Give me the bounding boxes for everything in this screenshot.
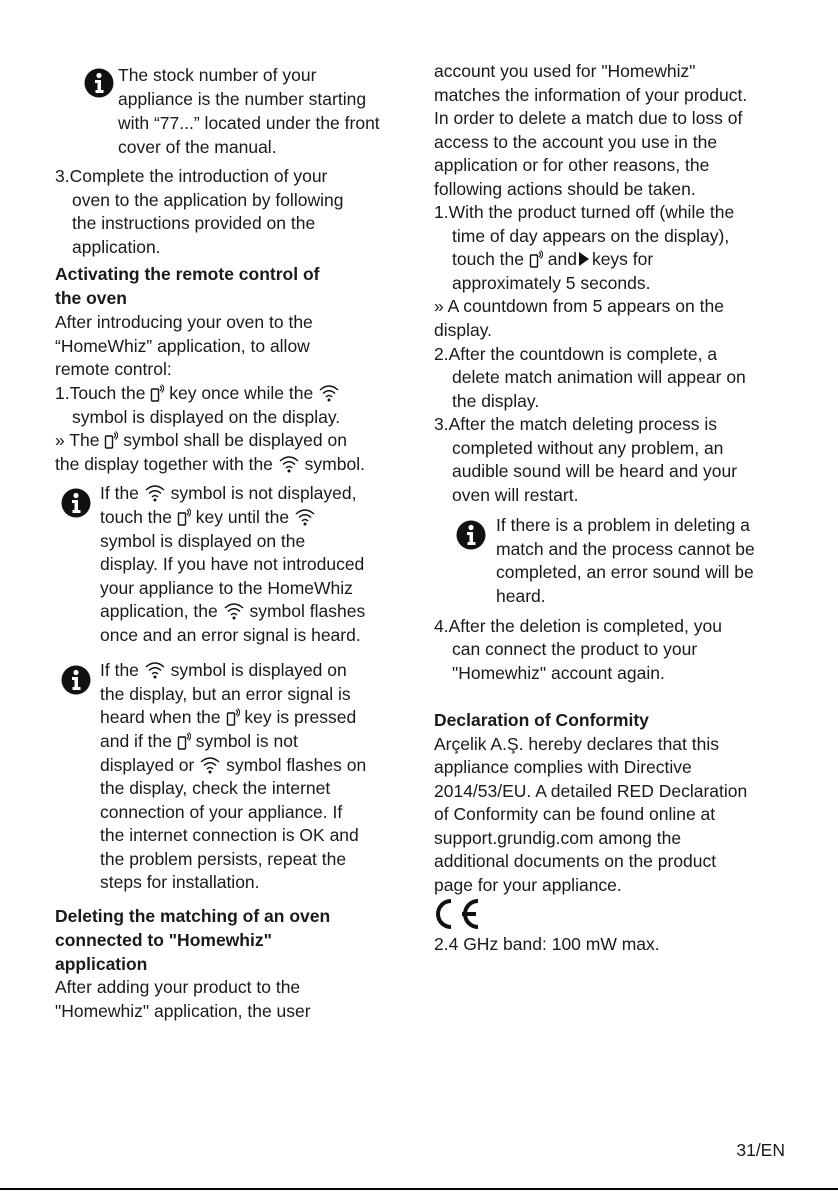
text: the display together with the — [55, 454, 273, 474]
text-line: 1.With the product turned off (while the — [434, 202, 735, 222]
text-line: application or for other reasons, the — [434, 155, 710, 175]
heading-deleting-matching-cont: application — [55, 954, 148, 974]
info-icon — [456, 520, 486, 550]
remote-control-icon — [177, 508, 191, 526]
text-line: completed without any problem, an — [452, 438, 724, 458]
text-line — [100, 506, 316, 530]
text-line: account you used for "Homewhiz" — [434, 61, 696, 81]
text-line: After adding your product to the — [55, 977, 301, 997]
text-line: completed, an error sound will be — [496, 562, 754, 582]
text-line: of Conformity can be found online at — [434, 804, 716, 824]
text-line: heard. — [496, 586, 546, 606]
text: touch the — [452, 249, 524, 269]
heading-declaration-of-conformity: Declaration of Conformity — [434, 710, 649, 730]
text-line — [100, 754, 366, 778]
text-line: After introducing your oven to the — [55, 312, 313, 332]
wifi-icon — [144, 484, 166, 502]
text: symbol flashes on — [226, 755, 367, 775]
text-line: following actions should be taken. — [434, 179, 696, 199]
remote-control-icon — [226, 708, 240, 726]
wifi-icon — [278, 455, 300, 473]
heading-activating-remote: Activating the remote control of — [55, 264, 320, 284]
text-line: the internet connection is OK and — [100, 825, 359, 845]
text-line: the display, but an error signal is — [100, 684, 351, 704]
wifi-icon — [144, 661, 166, 679]
right-arrow-icon — [579, 252, 589, 266]
text-line: The stock number of your — [118, 65, 317, 85]
text-line: display. — [434, 320, 493, 340]
text-line: access to the account you use in the — [434, 132, 718, 152]
text: 1.Touch the — [55, 383, 146, 403]
text-line: approximately 5 seconds. — [452, 273, 651, 293]
text-line: delete match animation will appear on — [452, 367, 746, 387]
text: key is pressed — [244, 707, 357, 727]
text-line: If there is a problem in deleting a — [496, 515, 750, 535]
wifi-icon — [294, 508, 316, 526]
text-line: 3.Complete the introduction of your — [55, 166, 328, 186]
text: symbol. — [304, 454, 365, 474]
text-line: display. If you have not introduced — [100, 554, 365, 574]
text: symbol flashes — [249, 601, 366, 621]
wifi-icon — [318, 384, 340, 402]
step-1-line — [55, 382, 340, 406]
text-line — [100, 482, 356, 506]
text-line: Arçelik A.Ş. hereby declares that this — [434, 734, 719, 754]
text-line: additional documents on the product — [434, 851, 717, 871]
text-line: symbol is displayed on the — [100, 531, 306, 551]
wifi-icon — [223, 602, 245, 620]
text-line: "Homewhiz" application, the user — [55, 1001, 311, 1021]
text-line — [100, 706, 356, 730]
text: » The — [55, 430, 100, 450]
text-line: support.grundig.com among the — [434, 828, 682, 848]
text-line: remote control: — [55, 359, 172, 379]
info-icon — [61, 665, 91, 695]
text: key once while the — [169, 383, 314, 403]
result-line-2 — [55, 453, 365, 477]
result-line — [55, 429, 347, 453]
text-line: the problem persists, repeat the — [100, 849, 347, 869]
text-line: appliance complies with Directive — [434, 757, 692, 777]
text-line: 2.After the countdown is complete, a — [434, 344, 718, 364]
info-icon — [61, 488, 91, 518]
heading-deleting-matching-cont: connected to "Homewhiz" — [55, 930, 272, 950]
remote-control-icon — [104, 431, 118, 449]
page-number: 31/EN — [736, 1140, 785, 1160]
band-info: 2.4 GHz band: 100 mW max. — [434, 934, 660, 954]
text-line: once and an error signal is heard. — [100, 625, 361, 645]
wifi-icon — [199, 756, 221, 774]
text: If the — [100, 483, 139, 503]
text: symbol is displayed on — [170, 660, 347, 680]
text-line — [100, 659, 347, 683]
text-line: your appliance to the HomeWhiz — [100, 578, 353, 598]
text: touch the — [100, 507, 172, 527]
text-line: can connect the product to your — [452, 639, 698, 659]
text-line: the instructions provided on the — [72, 213, 316, 233]
text-line: appliance is the number starting — [118, 89, 367, 109]
text-line: 4.After the deletion is completed, you — [434, 616, 722, 636]
text-line: 3.After the match deleting process is — [434, 414, 718, 434]
text: symbol shall be displayed on — [123, 430, 347, 450]
text-line: time of day appears on the display), — [452, 226, 730, 246]
text-line: oven will restart. — [452, 485, 579, 505]
text-line: page for your appliance. — [434, 875, 622, 895]
text-line: matches the information of your product. — [434, 85, 748, 105]
text-line: 2014/53/EU. A detailed RED Declaration — [434, 781, 748, 801]
text-line: symbol is displayed on the display. — [72, 407, 341, 427]
text-line — [100, 730, 298, 754]
text: key until the — [195, 507, 290, 527]
bottom-divider — [0, 1188, 838, 1190]
text-line: “HomeWhiz” application, to allow — [55, 336, 310, 356]
text-line: audible sound will be heard and your — [452, 461, 738, 481]
info-icon — [84, 68, 114, 98]
text: keys for — [591, 249, 654, 269]
text: and — [547, 249, 577, 269]
text: application, the — [100, 601, 218, 621]
text-line: In order to delete a match due to loss of — [434, 108, 743, 128]
text-line — [100, 600, 365, 624]
remote-control-icon — [150, 384, 164, 402]
text: symbol is not displayed, — [170, 483, 357, 503]
text: symbol is not — [195, 731, 298, 751]
text-line: match and the process cannot be — [496, 539, 755, 559]
text-line: the display, check the internet — [100, 778, 331, 798]
text-line: cover of the manual. — [118, 137, 277, 157]
text-line: connection of your appliance. If — [100, 802, 343, 822]
text: If the — [100, 660, 139, 680]
heading-activating-remote-cont: the oven — [55, 288, 127, 308]
heading-deleting-matching: Deleting the matching of an oven — [55, 906, 331, 926]
step-1-keys-line — [452, 248, 653, 272]
text: displayed or — [100, 755, 195, 775]
text-line: with “77...” located under the front — [118, 113, 380, 133]
text-line: the display. — [452, 391, 540, 411]
text-line: steps for installation. — [100, 872, 260, 892]
text: heard when the — [100, 707, 221, 727]
text-line: » A countdown from 5 appears on the — [434, 296, 724, 316]
text: and if the — [100, 731, 172, 751]
text-line: application. — [72, 237, 161, 257]
ce-mark-icon — [434, 898, 484, 930]
remote-control-icon — [529, 250, 543, 268]
remote-control-icon — [177, 732, 191, 750]
text-line: "Homewhiz" account again. — [452, 663, 665, 683]
text-line: oven to the application by following — [72, 190, 344, 210]
